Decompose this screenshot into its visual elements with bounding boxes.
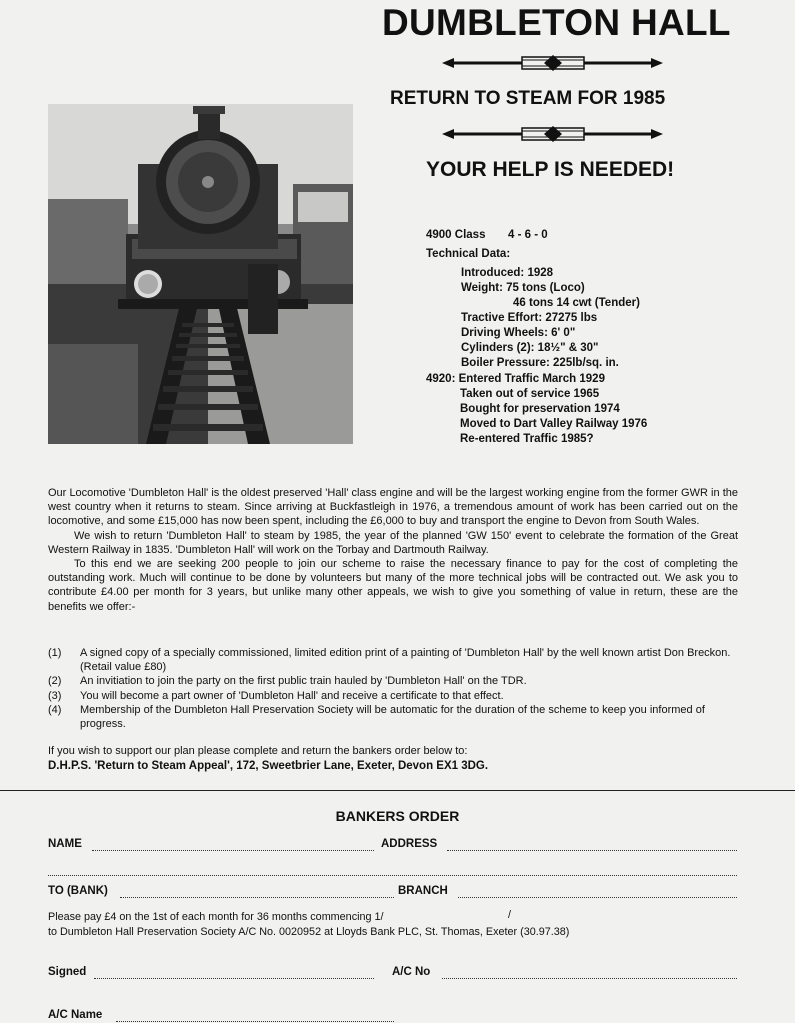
ornament-divider-bottom xyxy=(440,123,665,145)
spec-weight-tender: 46 tons 14 cwt (Tender) xyxy=(513,297,640,309)
signature-field[interactable] xyxy=(94,978,374,979)
bank-field[interactable] xyxy=(120,897,394,898)
payment-instruction-1: Please pay £4 on the 1st of each month for 36 months commencing 1/ xyxy=(48,911,384,923)
spec-weight-loco: Weight: 75 tons (Loco) xyxy=(461,282,585,294)
locomotive-photo xyxy=(48,104,353,444)
bankers-order-title: BANKERS ORDER xyxy=(335,808,460,824)
account-name-label: A/C Name xyxy=(48,1009,103,1021)
paragraph: To this end we are seeking 200 people to join our scheme to raise the necessary finance to pay for the cost of completing the outstanding work. Much will continue to be done by volunteers but many of the more technical jobs will be contracted out. We ask you to contribute £4.00 per month for 3 years, but unlike many other appeals, we wish to give you something of value in return, these are the benefits we offer:- xyxy=(48,558,738,613)
page-title: DUMBLETON HALL xyxy=(382,2,731,43)
name-field[interactable] xyxy=(92,850,374,851)
signed-label: Signed xyxy=(48,966,87,978)
spec-driving-wheels: Driving Wheels: 6' 0" xyxy=(461,327,576,339)
support-line: If you wish to support our plan please complete and return the bankers order below to: xyxy=(48,745,468,757)
payment-instruction-2: to Dumbleton Hall Preservation Society A/C No. 0020952 at Lloyds Bank PLC, St. Thomas, Exeter (30.97.38) xyxy=(48,926,570,938)
name-label: NAME xyxy=(48,838,82,850)
benefits-list xyxy=(48,646,738,731)
wheel-arrangement: 4 - 6 - 0 xyxy=(508,229,548,241)
history-line: Moved to Dart Valley Railway 1976 xyxy=(460,418,648,430)
cut-line-divider xyxy=(0,790,795,791)
address-field-line2[interactable] xyxy=(48,875,737,876)
address-field[interactable] xyxy=(447,850,737,851)
benefit-text: An invitiation to join the party on the first public train hauled by 'Dumbleton Hall' on the TDR. xyxy=(80,675,527,688)
support-instructions xyxy=(48,744,488,773)
class-label: 4900 Class xyxy=(426,229,486,241)
spec-cylinders: Cylinders (2): 18½" & 30" xyxy=(461,342,599,354)
paragraph: We wish to return 'Dumbleton Hall' to steam by 1985, the year of the planned 'GW 150' event to celebrate the formation of the Great Western Railway in 1835. 'Dumbleton Hall' will work on the Torbay and Dartmouth Railway. xyxy=(48,529,738,556)
history-line: Bought for preservation 1974 xyxy=(460,403,620,415)
account-number-label: A/C No xyxy=(392,966,431,978)
paragraph: Our Locomotive 'Dumbleton Hall' is the oldest preserved 'Hall' class engine and will be the largest working engine from the former GWR in the west country when it returns to steam. Since arriving at Buckfastleigh in 1976, a tremendous amount of work has been carried out on the locomotive, and some £15,000 has now been spent, including the £6,000 to buy and transport the engine to Devon from South Wales. xyxy=(48,487,738,528)
appeal-text xyxy=(48,486,738,614)
spec-tractive-effort: Tractive Effort: 27275 lbs xyxy=(461,312,598,324)
help-heading: YOUR HELP IS NEEDED! xyxy=(426,158,675,181)
list-item xyxy=(48,703,738,731)
address-label: ADDRESS xyxy=(381,838,438,850)
benefit-text: Membership of the Dumbleton Hall Preservation Society will be automatic for the duration of the scheme to keep you informed of progress. xyxy=(80,703,705,731)
account-name-field[interactable] xyxy=(116,1021,394,1022)
benefit-number: (2) xyxy=(48,675,62,688)
date-slash: / xyxy=(508,909,511,921)
subtitle: RETURN TO STEAM FOR 1985 xyxy=(390,88,666,109)
account-number-field[interactable] xyxy=(442,978,737,979)
benefit-number: (3) xyxy=(48,689,62,702)
history-line: Re-entered Traffic 1985? xyxy=(460,433,594,445)
branch-field[interactable] xyxy=(458,897,737,898)
list-item xyxy=(48,689,738,703)
return-address: D.H.P.S. 'Return to Steam Appeal', 172, Sweetbrier Lane, Exeter, Devon EX1 3DG. xyxy=(48,759,489,772)
benefit-text: You will become a part owner of 'Dumbleton Hall' and receive a certificate to that effect. xyxy=(80,689,504,702)
list-item xyxy=(48,646,738,674)
list-item xyxy=(48,674,738,688)
ornament-divider-top xyxy=(440,52,665,74)
technical-specs xyxy=(426,228,647,447)
benefit-text: A signed copy of a specially commissioned, limited edition print of a painting of 'Dumbleton Hall' by the well known artist Don Breckon. (Retail value £80) xyxy=(80,647,731,674)
history-line: Taken out of service 1965 xyxy=(460,388,600,400)
spec-introduced: Introduced: 1928 xyxy=(461,267,554,279)
benefit-number: (1) xyxy=(48,647,62,659)
branch-label: BRANCH xyxy=(398,885,448,897)
bank-label: TO (BANK) xyxy=(48,885,108,897)
history-line: 4920: Entered Traffic March 1929 xyxy=(426,373,605,385)
spec-boiler-pressure: Boiler Pressure: 225lb/sq. in. xyxy=(461,357,619,369)
technical-data-label: Technical Data: xyxy=(426,248,511,260)
benefit-number: (4) xyxy=(48,703,62,716)
